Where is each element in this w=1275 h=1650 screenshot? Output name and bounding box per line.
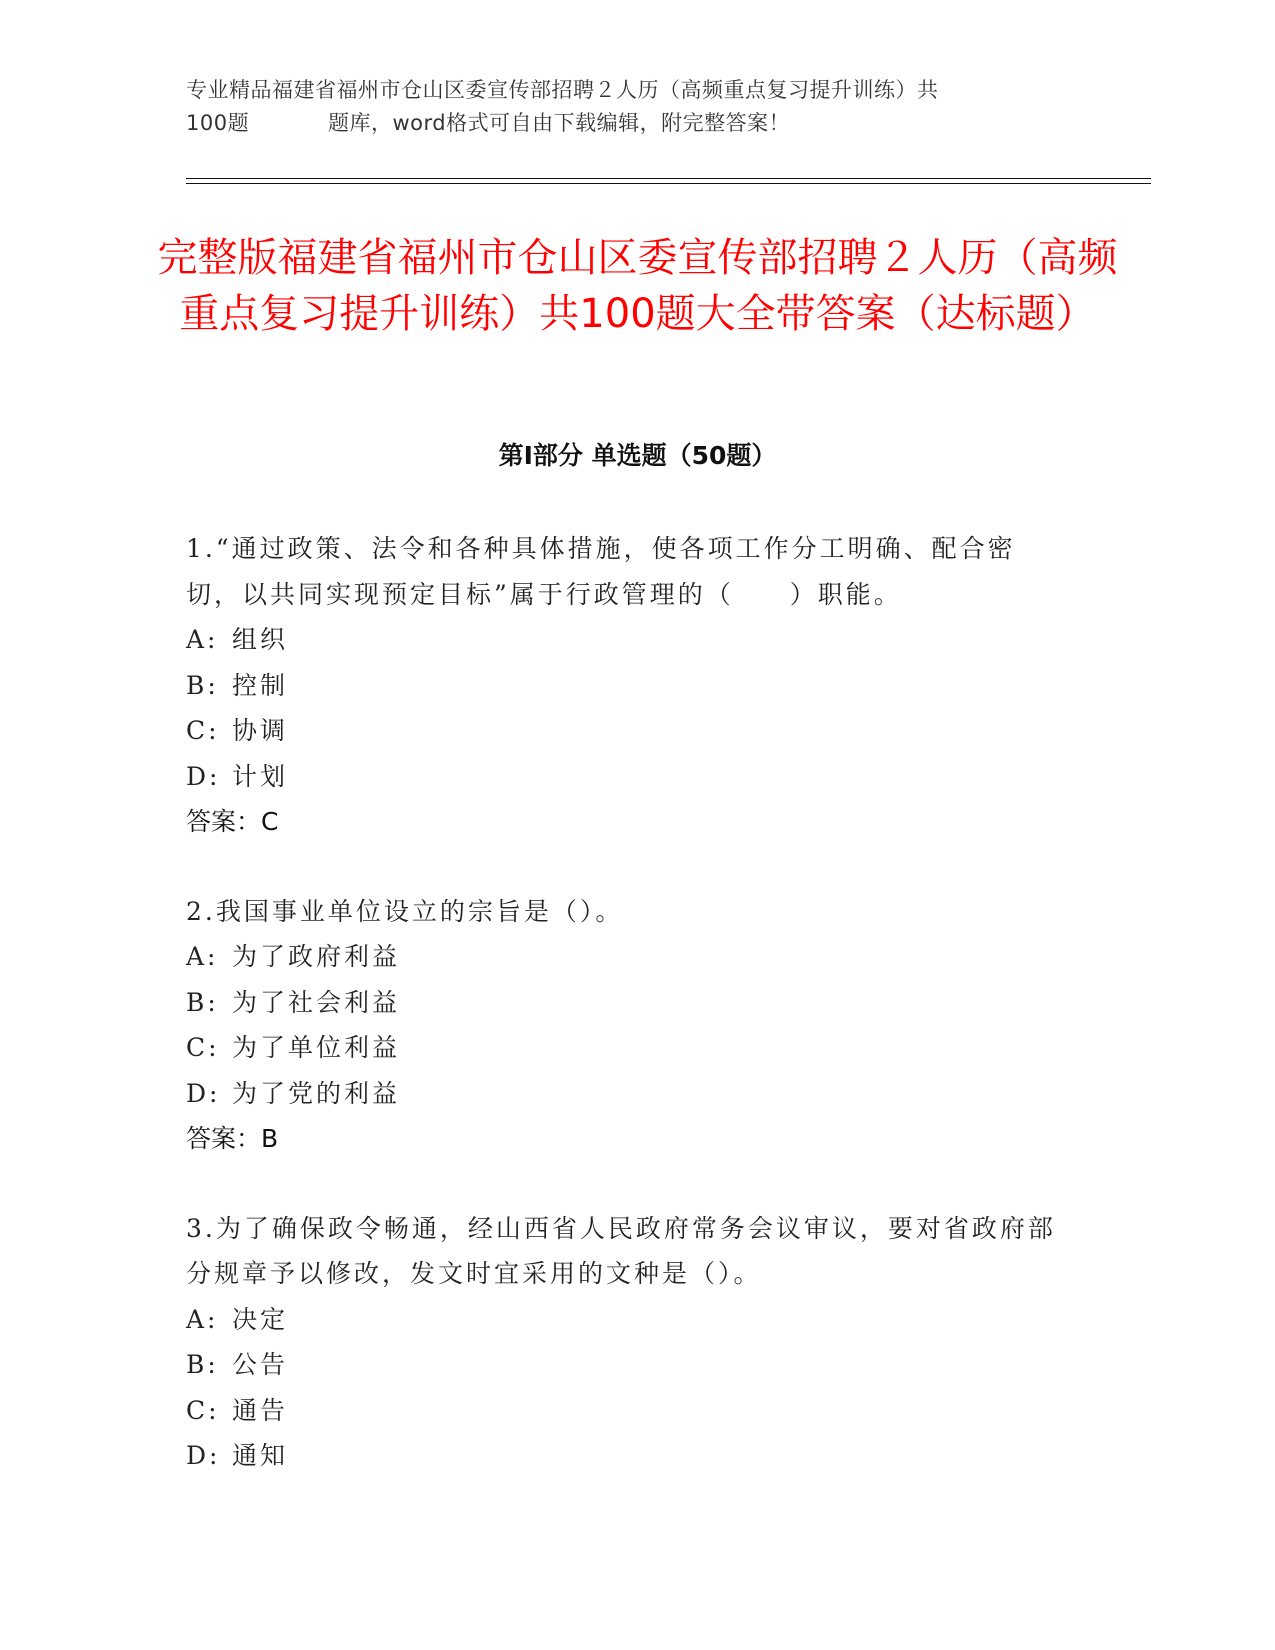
option-a [186,617,1066,663]
option-text: 协调 [232,716,289,745]
option-letter: C: [186,716,220,745]
option-c [186,1025,1066,1071]
header-divider-top [186,178,1151,179]
option-letter: C: [186,1395,220,1425]
option-text: 为了党的利益 [232,1078,401,1108]
option-letter: B: [186,670,219,700]
question-stem: 1.“通过政策、法令和各种具体措施，使各项工作分工明确、配合密切，以共同实现预定目标”属于行政管理的（ ）职能。 [186,534,1016,609]
option-text: 通告 [232,1395,289,1425]
answer-line: 答案：B [186,1124,279,1153]
option-letter: D: [186,761,221,791]
question-stem: 3.为了确保政令畅通，经山西省人民政府常务会议审议，要对省政府部分规章予以修改，发文时宜采用的文种是（）。 [186,1213,1056,1288]
question-3 [186,1206,1066,1479]
option-c [186,1388,1066,1434]
option-letter: D: [186,1078,221,1108]
question-stem: 2.我国事业单位设立的宗旨是（）。 [186,896,624,926]
option-text: 计划 [232,761,289,791]
header-line-1: 专业精品福建省福州市仓山区委宣传部招聘２人历（高频重点复习提升训练）共 [186,78,939,102]
answer-line: 答案：C [186,807,279,836]
option-d [186,1071,1066,1117]
option-letter: A: [186,625,219,654]
option-text: 组织 [232,625,289,654]
header-question-count: 100题 [186,111,250,135]
option-text: 为了政府利益 [232,942,401,971]
option-c [186,708,1066,754]
option-letter: B: [186,1350,219,1379]
option-d [186,754,1066,800]
option-letter: A: [186,942,219,971]
option-letter: C: [186,1033,220,1062]
option-text: 控制 [232,670,289,700]
option-text: 通知 [232,1441,289,1470]
option-letter: B: [186,987,219,1017]
header-line-2 [186,107,1066,140]
document-title: 完整版福建省福州市仓山区委宣传部招聘２人历（高频重点复习提升训练）共100题大全带答案（达标题） [157,235,1118,337]
option-text: 公告 [232,1350,289,1379]
option-text: 为了单位利益 [232,1033,401,1062]
section-heading: 第Ⅰ部分 单选题（50题） [498,441,777,470]
option-text: 为了社会利益 [232,987,401,1017]
option-b [186,1342,1066,1388]
question-1 [186,526,1066,845]
option-d [186,1433,1066,1479]
option-b [186,663,1066,709]
option-a [186,934,1066,980]
option-text: 决定 [232,1304,289,1334]
header-download-note: 题库，word格式可自由下载编辑，附完整答案！ [328,111,791,135]
question-list [186,526,1066,1523]
option-letter: A: [186,1304,219,1334]
header-divider-bottom [186,183,1151,184]
option-b [186,980,1066,1026]
question-2 [186,889,1066,1162]
header-note [186,74,1066,140]
option-letter: D: [186,1441,221,1470]
option-a [186,1297,1066,1343]
